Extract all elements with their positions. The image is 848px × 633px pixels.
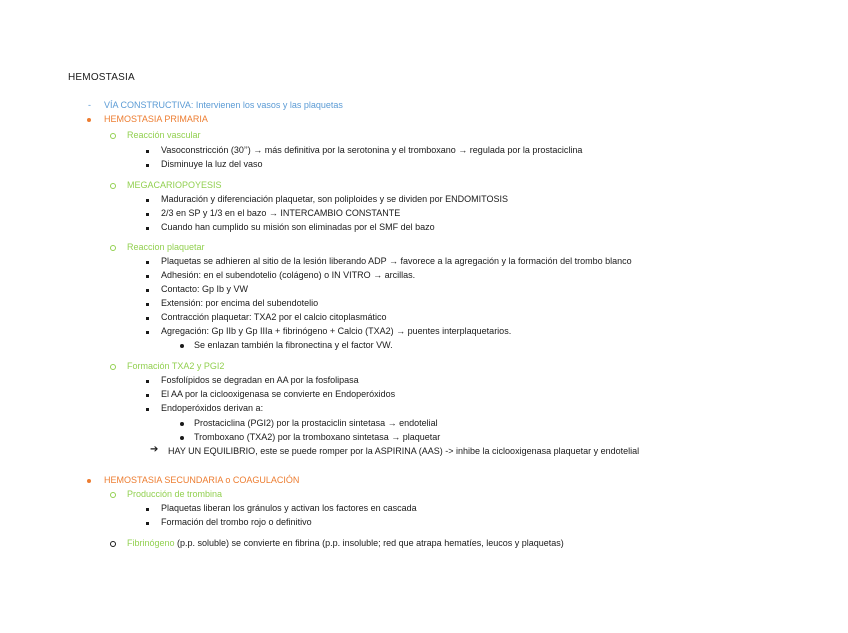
list-item: Agregación: Gp IIb y Gp IIIa + fibrinógeno + Calcio (TXA2) → puentes interplaquetarios. (161, 326, 512, 336)
circle-bullet-icon (110, 541, 116, 547)
square-bullet-icon (146, 289, 149, 292)
dash-marker: - (88, 100, 91, 110)
list-item: Adhesión: en el subendotelio (colágeno) o IN VITRO → arcillas. (161, 270, 416, 280)
circle-bullet-icon (110, 133, 116, 139)
list-item: Tromboxano (TXA2) por la tromboxano sintetasa → plaquetar (194, 432, 441, 442)
list-item: Fosfolípidos se degradan en AA por la fosfolipasa (161, 375, 359, 385)
bullet-icon (180, 436, 184, 440)
square-bullet-icon (146, 331, 149, 334)
list-item: Plaquetas se adhieren al sitio de la lesión liberando ADP → favorece a la agregación y la formación del trombo blanco (161, 256, 632, 266)
bullet-icon (180, 344, 184, 348)
bullet-icon (87, 479, 91, 483)
fibrinogeno-term: Fibrinógeno (127, 538, 175, 548)
section-heading: HEMOSTASIA PRIMARIA (104, 114, 208, 124)
list-item: El AA por la ciclooxigenasa se convierte en Endoperóxidos (161, 389, 396, 399)
square-bullet-icon (146, 408, 149, 411)
square-bullet-icon (146, 199, 149, 202)
list-item: Contacto: Gp Ib y VW (161, 284, 249, 294)
list-item: Se enlazan también la fibronectina y el factor VW. (194, 340, 393, 350)
list-item: Plaquetas liberan los gránulos y activan los factores en cascada (161, 503, 417, 513)
arrow-bullet-icon: ➔ (150, 444, 159, 455)
square-bullet-icon (146, 380, 149, 383)
square-bullet-icon (146, 213, 149, 216)
square-bullet-icon (146, 275, 149, 278)
circle-bullet-icon (110, 364, 116, 370)
square-bullet-icon (146, 261, 149, 264)
square-bullet-icon (146, 164, 149, 167)
list-item: 2/3 en SP y 1/3 en el bazo → INTERCAMBIO CONSTANTE (161, 208, 401, 218)
list-item: Cuando han cumplido su misión son eliminadas por el SMF del bazo (161, 222, 435, 232)
subsection-heading: Reacción vascular (127, 130, 201, 140)
subsection-heading: Formación TXA2 y PGI2 (127, 361, 225, 371)
square-bullet-icon (146, 227, 149, 230)
section-heading: HEMOSTASIA SECUNDARIA o COAGULACIÓN (104, 475, 300, 485)
list-item: Disminuye la luz del vaso (161, 159, 263, 169)
list-item: Prostaciclina (PGI2) por la prostaciclin sintetasa → endotelial (194, 418, 438, 428)
circle-bullet-icon (110, 492, 116, 498)
list-item: VÍA CONSTRUCTIVA: Intervienen los vasos y las plaquetas (104, 100, 343, 110)
fibrinogeno-text: (p.p. soluble) se convierte en fibrina (p.p. insoluble; red que atrapa hematíes, leucos y plaquetas) (174, 538, 564, 548)
subsection-heading: Producción de trombina (127, 489, 223, 499)
square-bullet-icon (146, 303, 149, 306)
list-item: Extensión: por encima del subendotelio (161, 298, 319, 308)
list-item: Contracción plaquetar: TXA2 por el calcio citoplasmático (161, 312, 387, 322)
square-bullet-icon (146, 317, 149, 320)
square-bullet-icon (146, 522, 149, 525)
square-bullet-icon (146, 150, 149, 153)
list-item: Formación del trombo rojo o definitivo (161, 517, 312, 527)
subsection-heading: Reaccion plaquetar (127, 242, 205, 252)
square-bullet-icon (146, 508, 149, 511)
bullet-icon (87, 118, 91, 122)
list-item (127, 537, 564, 549)
list-item: Vasoconstricción (30’’) → más definitiva por la serotonina y el tromboxano → regulada por la prostaciclina (161, 145, 583, 155)
document-title: HEMOSTASIA (68, 72, 135, 83)
bullet-icon (180, 422, 184, 426)
square-bullet-icon (146, 394, 149, 397)
circle-bullet-icon (110, 245, 116, 251)
subsection-heading: MEGACARIOPOYESIS (127, 180, 222, 190)
list-item: Endoperóxidos derivan a: (161, 403, 264, 413)
list-item: Maduración y diferenciación plaquetar, son poliploides y se dividen por ENDOMITOSIS (161, 194, 509, 204)
circle-bullet-icon (110, 183, 116, 189)
list-item: HAY UN EQUILIBRIO, este se puede romper por la ASPIRINA (AAS) -> inhibe la ciclooxigenasa plaquetar y endotelial (168, 446, 640, 456)
